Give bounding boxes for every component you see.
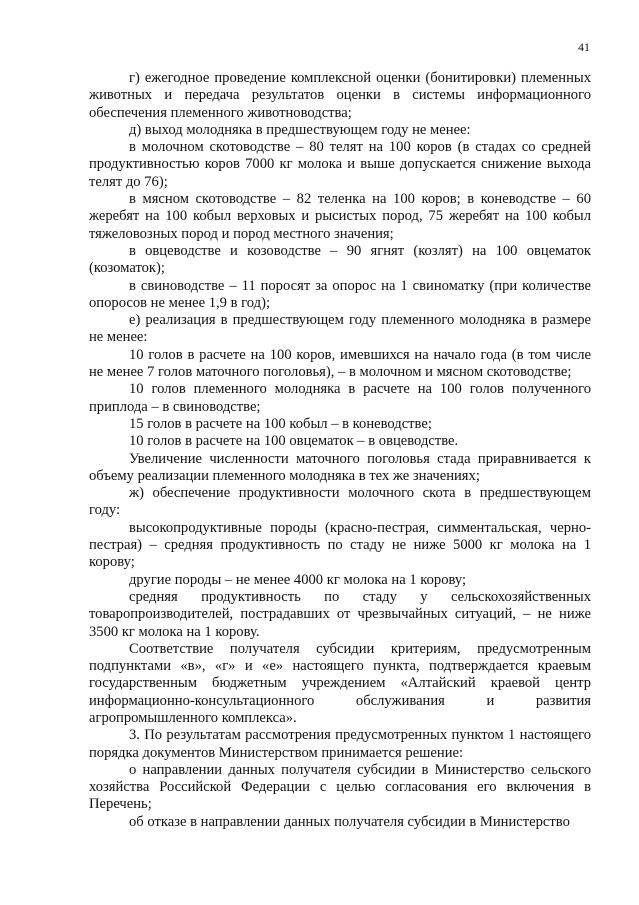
paragraph-compliance: Соответствие получателя субсидии критериям, предусмотренным подпунктами «в», «г» и «е» настоящего пункта, подтверждается краевым государственным бюджетным учреждением «Алтайский краевой центр информационно-консультационного обслуживания и развития агропромышленного комплекса». bbox=[89, 640, 591, 726]
paragraph-d: д) выход молодняка в предшествующем году не менее: bbox=[129, 121, 471, 138]
paragraph-dairy-cattle: в молочном скотоводстве – 80 телят на 100 коров (в стадах со средней продуктивностью коров 7000 кг молока и выше допускается снижение выхода телят до 76); bbox=[89, 139, 591, 190]
document-body bbox=[89, 70, 591, 831]
paragraph-e: е) реализация в предшествующем году племенного молодняка в размере не менее: bbox=[89, 312, 591, 346]
paragraph-sheep-goats: в овцеводстве и козоводстве – 90 ягнят (козлят) на 100 овцематок (козоматок); bbox=[89, 242, 591, 277]
paragraph-cattle-sales: 10 голов в расчете на 100 коров, имевшихся на начало года (в том числе не менее 7 голов маточного поголовья), – в молочном и мясном скотоводстве; bbox=[89, 346, 591, 381]
paragraph-zh: ж) обеспечение продуктивности молочного скота в предшествующем году: bbox=[89, 485, 591, 519]
paragraph-decision-refuse: об отказе в направлении данных получателя субсидии в Министерство bbox=[129, 813, 570, 830]
paragraph-pig-sales: 10 голов племенного молодняка в расчете на 100 голов полученного приплода – в свиноводстве; bbox=[89, 381, 591, 415]
paragraph-herd-increase: Увеличение численности маточного поголовья стада приравнивается к объему реализации племенного молодняка в тех же значениях; bbox=[89, 450, 591, 484]
paragraph-3: 3. По результатам рассмотрения предусмотренных пунктом 1 настоящего порядка документов Министерством принимается решение: bbox=[89, 727, 591, 761]
paragraph-g: г) ежегодное проведение комплексной оценки (бонитировки) племенных животных и передача результатов оценки в системы информационного обеспечения племенного животноводства; bbox=[89, 70, 591, 121]
paragraph-beef-cattle-horses: в мясном скотоводстве – 82 теленка на 100 коров; в коневодстве – 60 жеребят на 100 кобыл верховых и рысистых пород, 75 жеребят на 100 кобыл тяжеловозных пород и пород местного значения; bbox=[89, 191, 591, 242]
paragraph-high-productive-breeds: высокопродуктивные породы (красно-пестрая, симментальская, черно-пестрая) – средняя продуктивность по стаду не ниже 5000 кг молока на 1 корову; bbox=[89, 519, 591, 571]
paragraph-sheep-sales: 10 голов в расчете на 100 овцематок – в овцеводстве. bbox=[129, 433, 459, 450]
paragraph-emergency-producers: средняя продуктивность по стаду у сельскохозяйственных товаропроизводителей, пострадавших от чрезвычайных ситуаций, – не ниже 3500 кг молока на 1 корову. bbox=[89, 588, 591, 640]
paragraph-pigs: в свиноводстве – 11 поросят за опорос на 1 свиноматку (при количестве опоросов не менее 1,9 в год); bbox=[89, 277, 591, 311]
paragraph-decision-send: о направлении данных получателя субсидии в Министерство сельского хозяйства Российской Федерации с целью согласования его включения в Перечень; bbox=[89, 761, 591, 813]
page-number: 41 bbox=[578, 40, 590, 54]
paragraph-horse-sales: 15 голов в расчете на 100 кобыл – в коневодстве; bbox=[129, 415, 432, 432]
paragraph-other-breeds: другие породы – не менее 4000 кг молока на 1 корову; bbox=[129, 571, 467, 588]
